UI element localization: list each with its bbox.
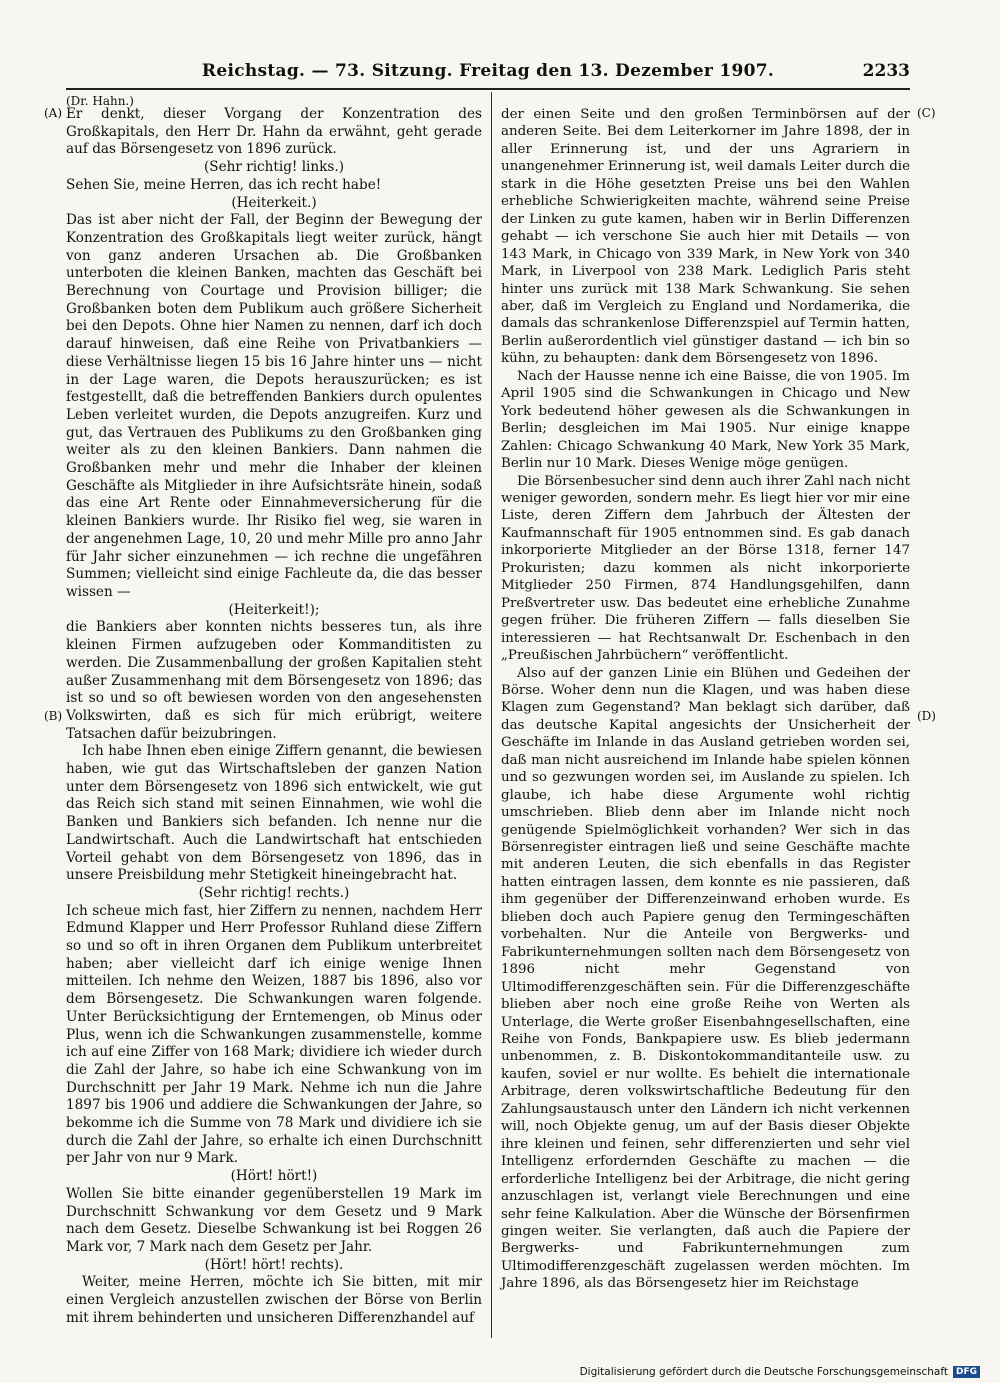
interjection: (Sehr richtig! links.) (203, 159, 345, 176)
interjection: (Hört! hört!) (230, 1168, 318, 1185)
interjection: (Sehr richtig! rechts.) (198, 884, 350, 901)
margin-marker-c: (C) (917, 106, 936, 120)
dfg-logo: DFG (953, 1366, 980, 1378)
page-footer (580, 1366, 980, 1378)
right-column (501, 106, 910, 1293)
paragraph: Sehen Sie, meine Herren, das ich recht habe! (66, 176, 382, 193)
paragraph: Er denkt, dieser Vorgang der Konzentration des Großkapitals, den Herr Dr. Hahn da erwähnt, geht gerade auf das Börsengesetz von 1896 zurück. (66, 106, 482, 158)
paragraph: Also auf der ganzen Linie ein Blühen und Gedeihen der Börse. Woher denn nun die Klagen, und was haben diese Klagen zum Gegenstand? Man beklagt sich darüber, daß das deutsche Kapital angesichts der Unsicherheit der Geschäfte im Inlande in das Ausland getrieben worden sei, daß man nicht ausreichend im Inlande habe spielen können und so gezwungen worden sei, im Auslande zu spielen. Ich glaube, ich habe diese Argumente wohl richtig umschrieben. Blieb denn aber im Inlande nicht noch genügende Spielmöglichkeit vorhanden? Wer sich in das Börsenregister eintragen ließ und seine Geschäfte machte mit anderen Leuten, die sich ebenfalls in das Register hatten eintragen lassen, dem konnte es nie passieren, daß ihm gegenüber der Differenzeinwand erhoben wurde. Es blieben doch auch Papiere genug den Termingeschäften vorbehalten. Nur die Anteile von Bergwerks- und Fabrikunternehmungen sollten nach dem Börsengesetz von 1896 nicht mehr Gegenstand von Ultimodifferenzgeschäften sein. Für die Differenzgeschäfte blieben aber noch eine große Reihe von Werten als Unterlage, die Werte großer Eisenbahngesellschaften, eine Reihe von Fonds, Bankpapiere usw. Es blieb jedermann unbenommen, z. B. Diskontokommanditanteile usw. zu kaufen, soviel er nur wollte. Es behielt die internationale Arbitrage, deren volkswirtschaftliche Bedeutung für den Zahlungsaustausch unter den Ländern ich nicht verkennen will, noch Objekte genug, um auf der Basis dieser Objekte ihre kleinen und feinen, sehr differenzierten und sehr viel Intelligenz erfordernden Geschäfte zu machen — die erforderliche Intelligenz bei der Arbitrage, die nicht gering anzuschlagen ist, verlangt viele Berechnungen und eine sehr feine Kalkulation. Aber die Wünsche der Börsenfirmen gingen weiter. Sie verlangten, daß auch die Papiere der Bergwerks- und Fabrikunternehmungen zum Ultimodifferenzgeschäft zugelassen werden möchten. Im Jahre 1896, als das Börsengesetz hier im Reichstage (501, 665, 910, 1292)
page-number: 2233 (862, 61, 910, 81)
paragraph: Die Börsenbesucher sind denn auch ihrer Zahl nach nicht weniger geworden, sondern mehr. Es liegt hier vor mir eine Liste, deren Ziffern dem Jahrbuch der Ältesten der Kaufmannschaft für 1905 entnommen sind. Es gab danach inkorporierte Mitglieder an der Börse 1318, ferner 147 Prokuristen; dazu kommen als nicht inkorporierte Mitglieder 250 Firmen, 874 Handlungsgehilfen, dann Preßvertreter usw. Das bedeutet eine erhebliche Zunahme gegen früher. Die früheren Ziffern — falls dieselben Sie interessieren — hat Rechtsanwalt Dr. Eschenbach in den „Preußischen Jahrbüchern“ veröffentlicht. (501, 473, 910, 664)
paragraph: Ich scheue mich fast, hier Ziffern zu nennen, nachdem Herr Edmund Klapper und Herr Professor Ruhland diese Ziffern so und so oft in ihren Organen dem Publikum unterbreitet haben; aber vielleicht darf ich einige wenige Ihnen mitteilen. Ich nehme den Weizen, 1887 bis 1896, also vor dem Börsengesetz. Die Schwankungen waren folgende. Unter Berücksichtigung der Erntemengen, ob Minus oder Plus, wenn ich die Schwankungen zusammenstelle, komme ich auf eine Ziffer von 168 Mark; dividiere ich wieder durch die Zahl der Jahre, so habe ich eine Schwankung von im Durchschnitt per Jahr 19 Mark. Nehme ich nun die Jahre 1897 bis 1906 und addiere die Schwankungen der Jahre, so bekomme ich die Summe von 78 Mark und dividiere ich sie durch die Zahl der Jahre, so erhalte ich einen Durchschnitt per Jahr von nur 9 Mark. (66, 902, 482, 1167)
interjection: (Heiterkeit.) (231, 194, 317, 211)
paragraph: Nach der Hausse nenne ich eine Baisse, die von 1905. Im April 1905 sind die Schwankungen in Chicago und New York bedeutend höher gewesen als die Schwankungen in Berlin; desgleichen im Mai 1905. Nur einige knappe Zahlen: Chicago Schwankung 40 Mark, New York 35 Mark, Berlin nur 10 Mark. Dieses Wenige möge genügen. (501, 368, 910, 472)
paragraph: die Bankiers aber konnten nichts besseres tun, als ihre kleinen Firmen aufzugeben oder Kommanditisten zu werden. Die Zusammenballung der großen Kapitalien steht außer Zusammenhang mit dem Börsengesetz von 1896; das ist so und so oft bewiesen worden von den angesehensten Volkswirten, daß es sich für mich erübrigt, weitere Tatsachen dafür beizubringen. (66, 619, 482, 742)
speaker-label: (Dr. Hahn.) (66, 94, 134, 108)
paragraph: Das ist aber nicht der Fall, der Beginn der Bewegung der Konzentration des Großkapitals liegt weiter zurück, hängt von ganz anderen Ursachen ab. Die Großbanken unterboten die kleinen Banken, machten das Geschäft bei Berechnung von Courtage und Provision billiger; die Großbanken boten dem Publikum auch größere Sicherheit bei den Depots. Ohne hier Namen zu nennen, darf ich doch darauf hinweisen, daß eine Reihe von Privatbankiers — diese Verhältnisse liegen 15 bis 16 Jahre hinter uns — nicht in der Lage waren, die Depots herauszurücken; es ist festgestellt, daß die betreffenden Bankiers durch opulentes Leben verleitet wurden, die Depots anzugreifen. Kurz und gut, das Vertrauen des Publikums zu den Großbanken ging weiter als zu den kleinen Bankiers. Dann nahmen die Großbanken mehr und mehr die Inhaber der kleinen Geschäfte als Mitglieder in ihre Aufsichtsräte hinein, sodaß das eine Art Rente oder Einnahmeversicherung für die kleinen Bankiers wurde. Ihr Risiko fiel weg, sie waren in der angenehmen Lage, 10, 20 und mehr Mille pro anno Jahr für Jahr sicher einzunehmen — ich rechne die ungefähren Summen; vielleicht sind einige Fachleute da, die das besser wissen — (66, 212, 482, 600)
header-rule (66, 88, 910, 90)
header-title: Reichstag. — 73. Sitzung. Freitag den 13. Dezember 1907. (201, 61, 775, 81)
interjection: (Hört! hört! rechts). (204, 1256, 344, 1273)
page-header (66, 48, 910, 88)
column-divider (491, 92, 492, 1338)
footer-credit: Digitalisierung gefördert durch die Deutsche Forschungsgemeinschaft (579, 1366, 948, 1378)
margin-marker-a: (A) (44, 106, 63, 120)
interjection: (Heiterkeit!); (228, 601, 320, 618)
paragraph: Ich habe Ihnen eben einige Ziffern genannt, die bewiesen haben, wie gut das Wirtschaftsleben der ganzen Nation unter dem Börsengesetz von 1896 sich entwickelt, wie gut das Reich sich stand mit seinen Einnahmen, wie wohl die Banken und Bankiers sich befanden. Ich nenne nur die Landwirtschaft. Auch die Landwirtschaft hat entschieden Vorteil gehabt von dem Börsengesetz von 1896, das in unsere Preisbildung mehr Stetigkeit hineingebracht hat. (66, 743, 482, 884)
margin-marker-d: (D) (917, 709, 936, 723)
paragraph: Weiter, meine Herren, möchte ich Sie bitten, mit mir einen Vergleich anzustellen zwischen der Börse von Berlin mit ihrem behinderten und unsicheren Differenzhandel auf (66, 1274, 482, 1326)
margin-marker-b: (B) (44, 709, 63, 723)
paragraph: der einen Seite und den großen Terminbörsen auf der anderen Seite. Bei dem Leiterkorner im Jahre 1898, der in aller Erinnerung ist, und der uns Agrariern in unangenehmer Erinnerung ist, weil damals Leiter durch die stark in die Höhe gesetzten Preise uns bei den Wahlen erhebliche Schwierigkeiten machte, während seine Preise der Linken zu gute kamen, haben wir in Berlin Differenzen gehabt — ich verschone Sie auch hier mit Details — von 143 Mark, in Chicago von 339 Mark, in New York von 340 Mark, in Liverpool von 238 Mark. Lediglich Paris steht hinter uns zurück mit 138 Mark Schwankung. Sie sehen aber, daß im Vergleich zu England und Nordamerika, die damals das schrankenlose Differenzspiel auf Termin hatten, Berlin außerordentlich viel günstiger dastand — ich bin so kühn, zu behaupten: dank dem Börsengesetz von 1896. (501, 107, 910, 367)
left-column (66, 106, 482, 1328)
paragraph: Wollen Sie bitte einander gegenüberstellen 19 Mark im Durchschnitt Schwankung vor dem Gesetz und 9 Mark nach dem Gesetz. Dieselbe Schwankung ist bei Roggen 26 Mark vor, 7 Mark nach dem Gesetz per Jahr. (66, 1185, 482, 1255)
